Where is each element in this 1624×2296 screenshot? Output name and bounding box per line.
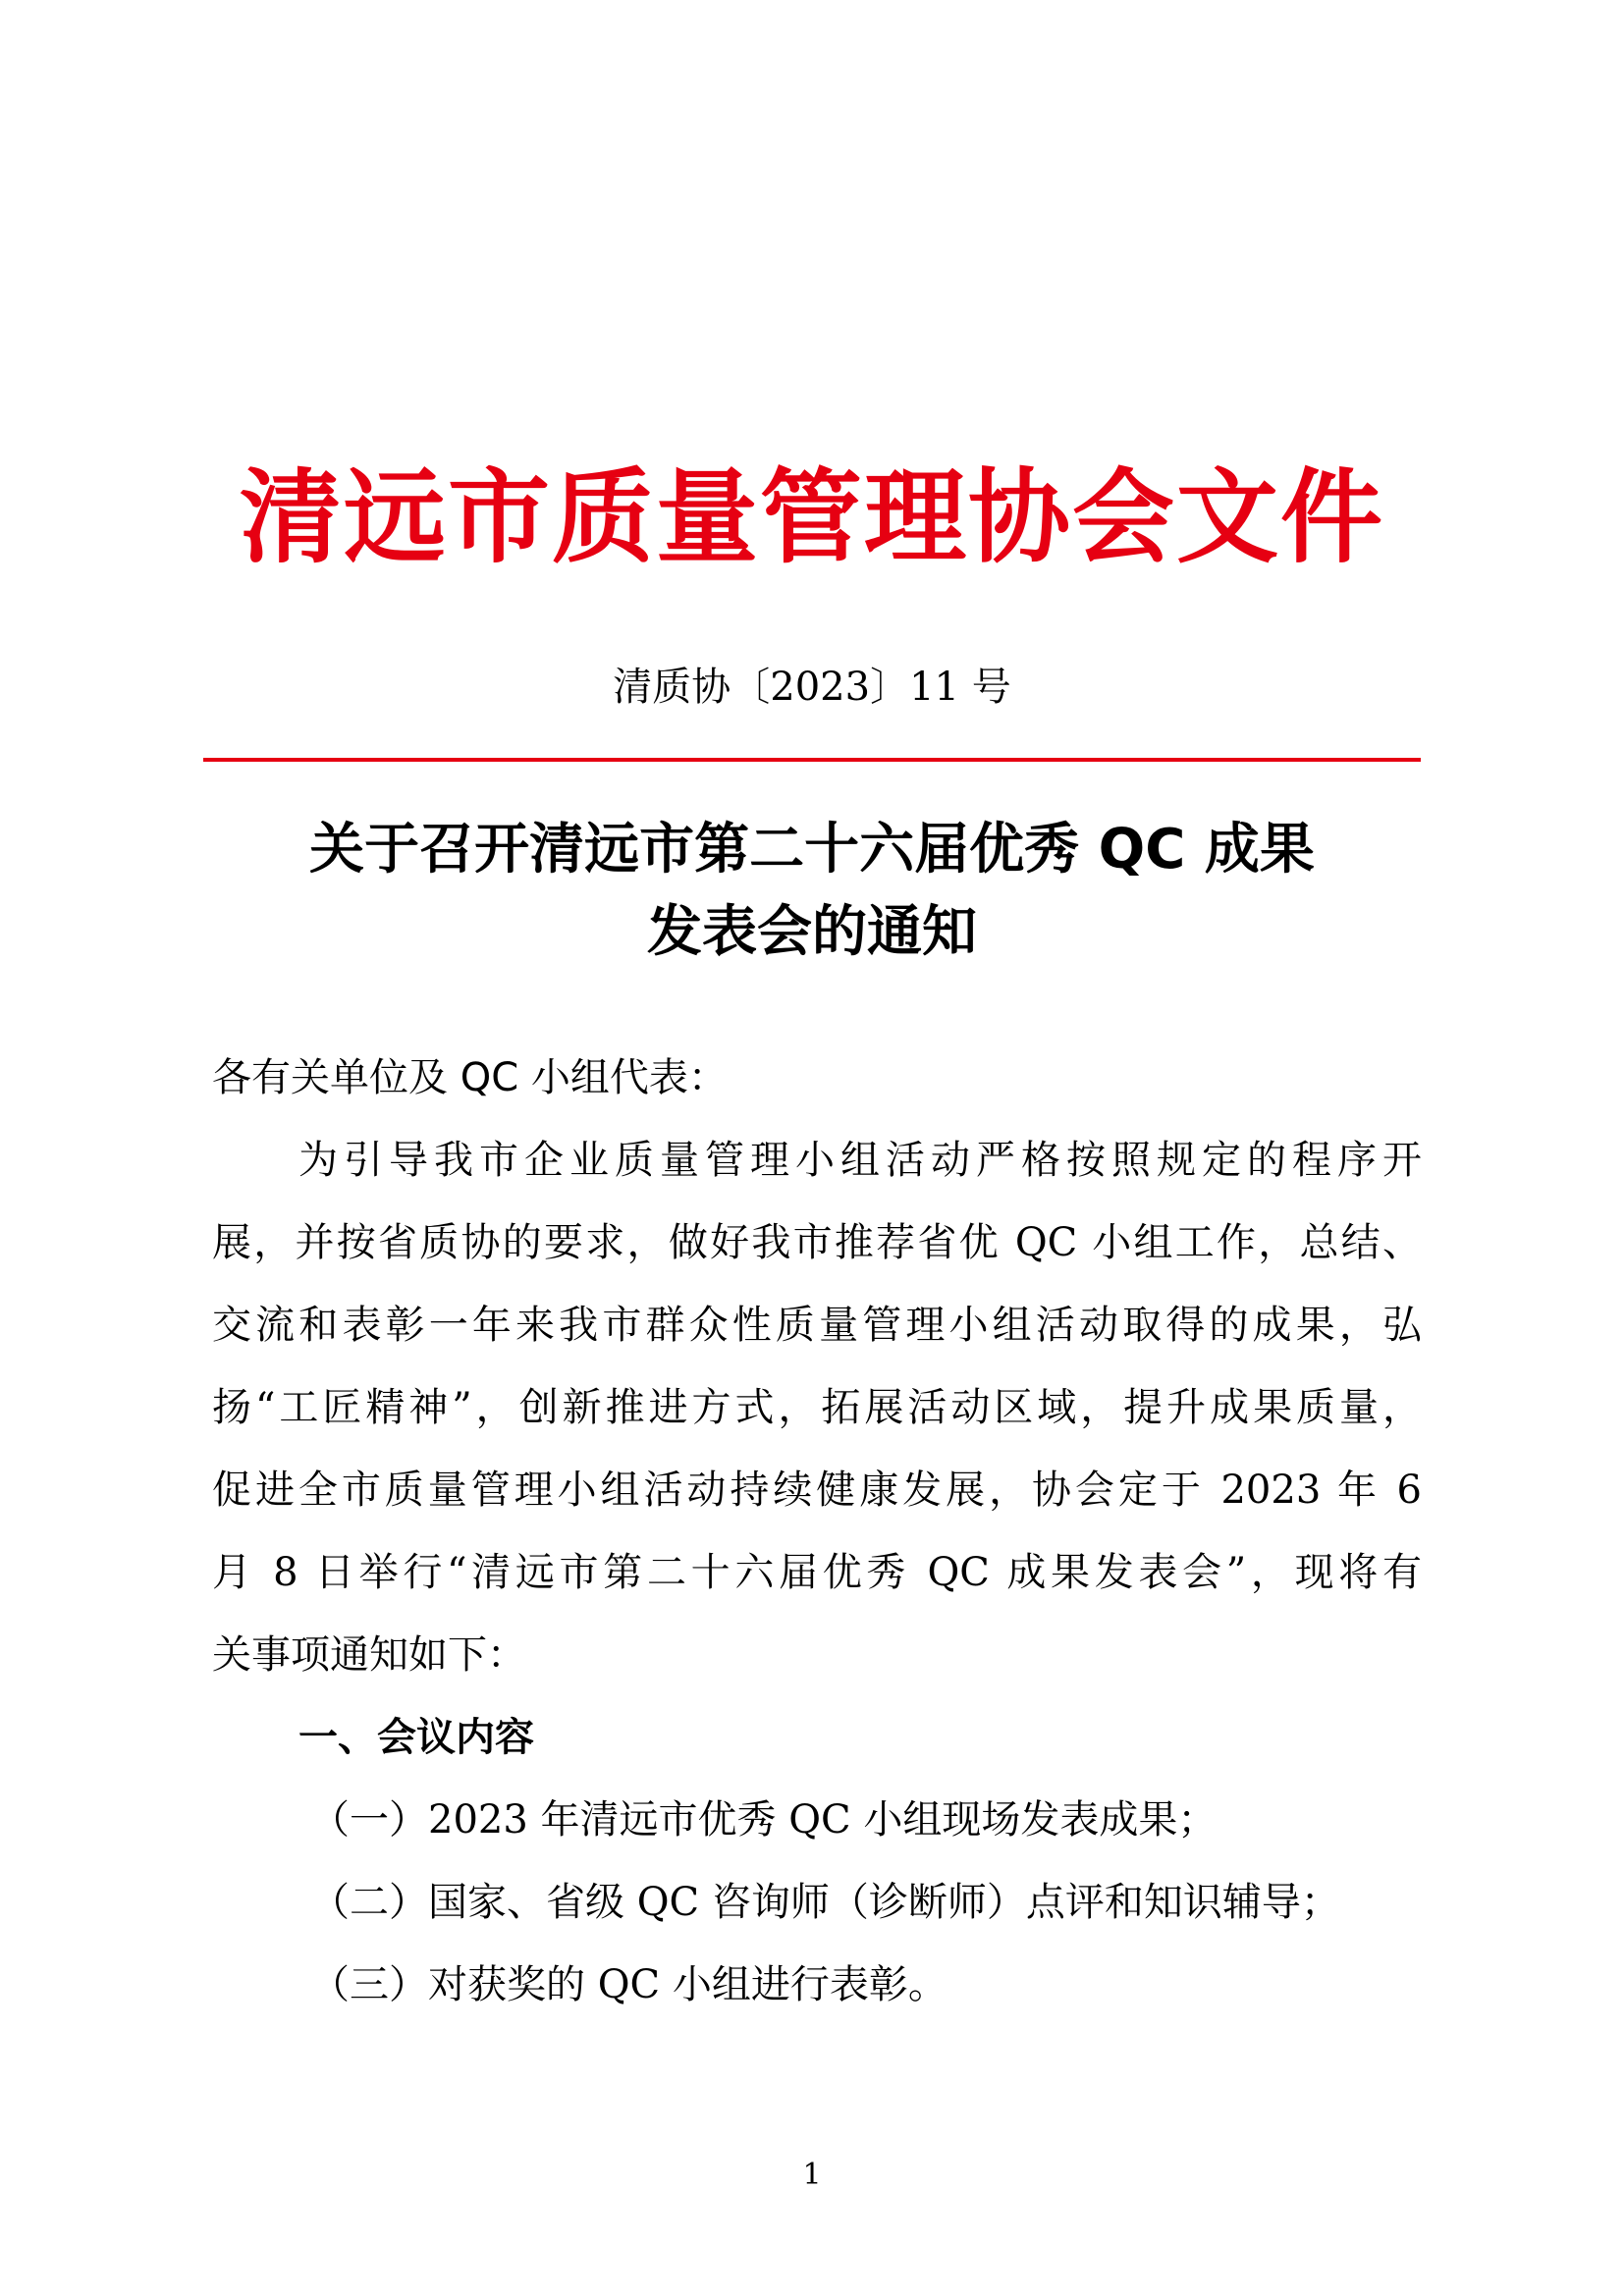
org-header-title: 清远市质量管理协会文件 [239,457,1384,577]
list-item: （三）对获奖的 QC 小组进行表彰。 [310,1962,947,2007]
salutation: 各有关单位及 QC 小组代表： [212,1055,728,1100]
paragraph-line: 交流和表彰一年来我市群众性质量管理小组活动取得的成果，弘 [212,1303,1422,1348]
meeting-content-list [212,1779,1422,2026]
paragraph-line: 扬“工匠精神”，创新推进方式，拓展活动区域，提升成果质量， [212,1385,1422,1430]
notice-body [212,1037,1422,2026]
list-item: （二）国家、省级 QC 咨询师（诊断师）点评和知识辅导； [310,1880,1340,1925]
section-heading-meeting-content: 一、会议内容 [298,1715,534,1760]
notice-title-line-1: 关于召开清远市第二十六届优秀 QC 成果 [309,818,1315,881]
paragraph-line: 关事项通知如下： [212,1632,526,1678]
page-number: 1 [802,2158,822,2192]
paragraph-line: 展，并按省质协的要求，做好我市推荐省优 QC 小组工作，总结、 [212,1220,1422,1265]
paragraph-line: 为引导我市企业质量管理小组活动严格按照规定的程序开 [298,1138,1422,1183]
paragraph-line: 月 8 日举行“清远市第二十六届优秀 QC 成果发表会”，现将有 [212,1550,1422,1595]
red-divider-line [203,758,1421,762]
paragraph-line: 促进全市质量管理小组活动持续健康发展，协会定于 2023 年 6 [212,1468,1422,1513]
notice-title [0,809,1624,974]
document-number: 清质协〔2023〕11 号 [613,665,1011,710]
list-item: （一）2023 年清远市优秀 QC 小组现场发表成果； [310,1797,1218,1842]
notice-title-line-2: 发表会的通知 [647,900,977,964]
intro-paragraph [212,1119,1422,1696]
